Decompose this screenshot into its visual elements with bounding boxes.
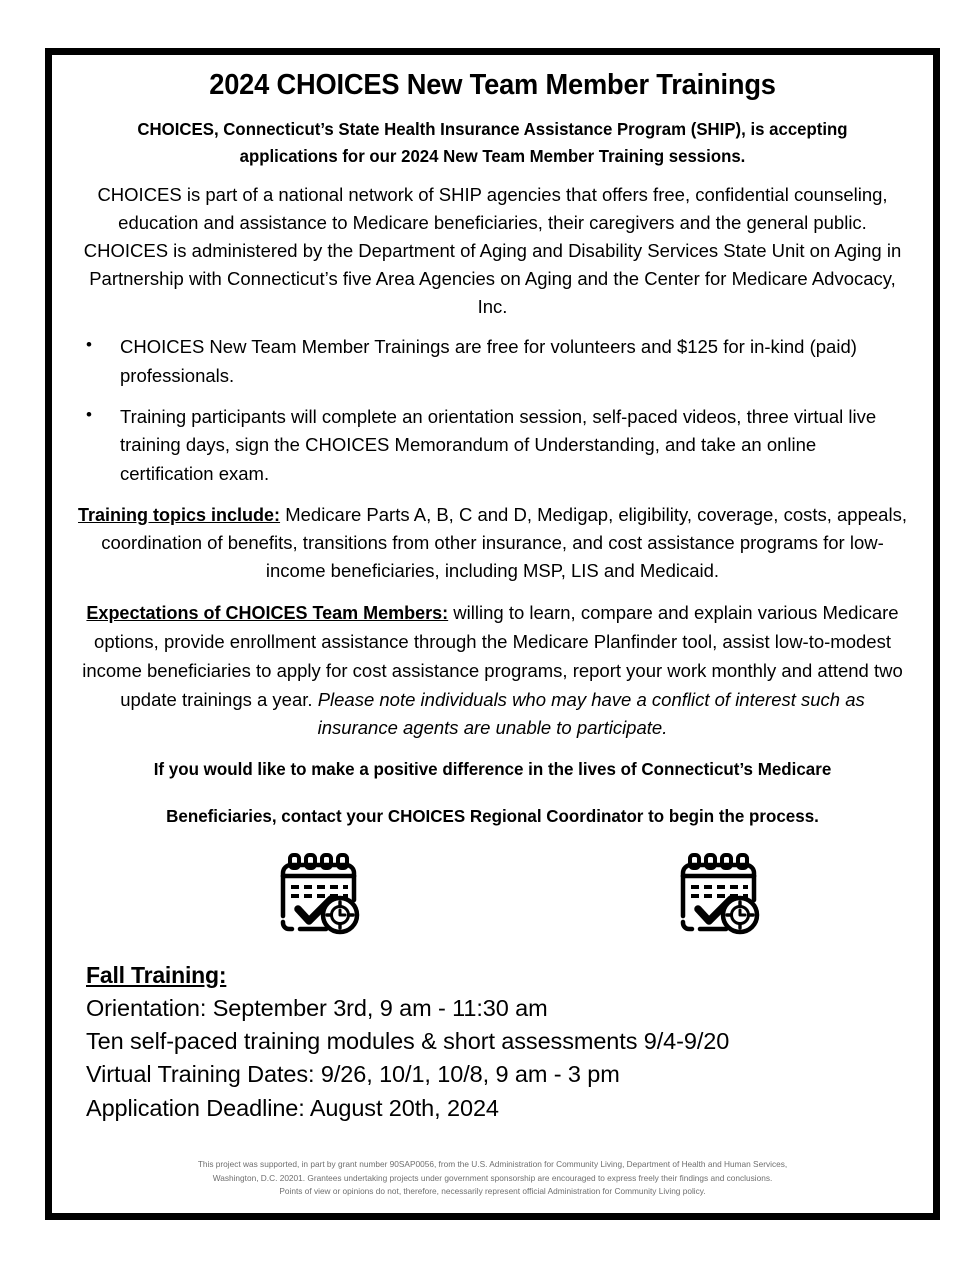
page-title: 2024 CHOICES New Team Member Trainings: [209, 69, 776, 101]
training-topics-block: [76, 501, 909, 586]
calendar-check-clock-icon: [674, 852, 760, 941]
schedule-line-virtual-dates: Virtual Training Dates: 9/26, 10/1, 10/8, 9 am - 3 pm: [86, 1061, 620, 1088]
footer-line-1: This project was supported, in part by grant number 90SAP0056, from the U.S. Administration for Community Living, Department of Health and Human Services,: [197, 1158, 788, 1169]
training-topics-text: Medicare Parts A, B, C and D, Medigap, eligibility, coverage, costs, appeals, coordination of benefits, transitions from other insurance, and cost assistance programs for low-income beneficiaries, including MSP, LIS and Medicaid.: [101, 503, 907, 582]
expectations-block: [78, 599, 907, 743]
schedule-line-orientation: Orientation: September 3rd, 9 am - 11:30 am: [86, 994, 548, 1021]
bullet-list: [74, 333, 911, 488]
schedule-line-modules: Ten self-paced training modules & short assessments 9/4-9/20: [86, 1028, 730, 1055]
footer-line-2: Washington, D.C. 20201. Grantees undertaking projects under government sponsorship are encouraged to express freely their findings and conclusions.: [212, 1172, 773, 1183]
expectations-note: Please note individuals who may have a conflict of interest such as insurance agents are unable to participate.: [317, 688, 865, 739]
list-item: • CHOICES New Team Member Trainings are free for volunteers and $125 for in-kind (paid) professionals.: [74, 333, 911, 390]
training-topics-label: Training topics include:: [78, 504, 281, 525]
call-to-action-line-2: Beneficiaries, contact your CHOICES Regional Coordinator to begin the process.: [166, 806, 819, 827]
body-paragraph: CHOICES is part of a national network of SHIP agencies that offers free, confidential counseling, education and assistance to Medicare beneficiaries, their caregivers and the general public. CHOICES is administered by the Department of Aging and Disability Services State Unit on Aging in Partnership with Connecticut’s five Area Agencies on Aging and the Center for Medicare Advocacy, Inc.: [83, 183, 902, 318]
expectations-text: willing to learn, compare and explain various Medicare options, provide enrollment assistance through the Medicare Planfinder tool, assist low-to-modest income beneficiaries to apply for cost assistance programs, report your work monthly and attend two update trainings a year.: [82, 602, 903, 710]
list-item: • Training participants will complete an orientation session, self-paced videos, three virtual live training days, sign the CHOICES Memorandum of Understanding, and take an online certification exam.: [74, 403, 911, 489]
schedule-heading-wrap: [86, 962, 911, 992]
flyer-content: [52, 55, 933, 1213]
intro-bold-paragraph: CHOICES, Connecticut’s State Health Insurance Assistance Program (SHIP), is accepting applications for our 2024 New Team Member Training sessions.: [137, 119, 848, 166]
flyer-border-frame: [45, 48, 940, 1220]
fall-training-schedule: [86, 962, 911, 1125]
footer-disclaimer: [52, 1158, 933, 1199]
expectations-label: Expectations of CHOICES Team Members:: [86, 603, 449, 624]
schedule-line-deadline: Application Deadline: August 20th, 2024: [86, 1094, 499, 1121]
footer-line-3: Points of view or opinions do not, therefore, necessarily represent official Administration for Community Living policy.: [279, 1186, 706, 1197]
calendar-check-clock-icon: [274, 852, 360, 941]
call-to-action-line-1: If you would like to make a positive difference in the lives of Connecticut’s Medicare: [153, 758, 832, 779]
icon-row: [74, 848, 911, 944]
schedule-heading: Fall Training:: [86, 961, 227, 988]
